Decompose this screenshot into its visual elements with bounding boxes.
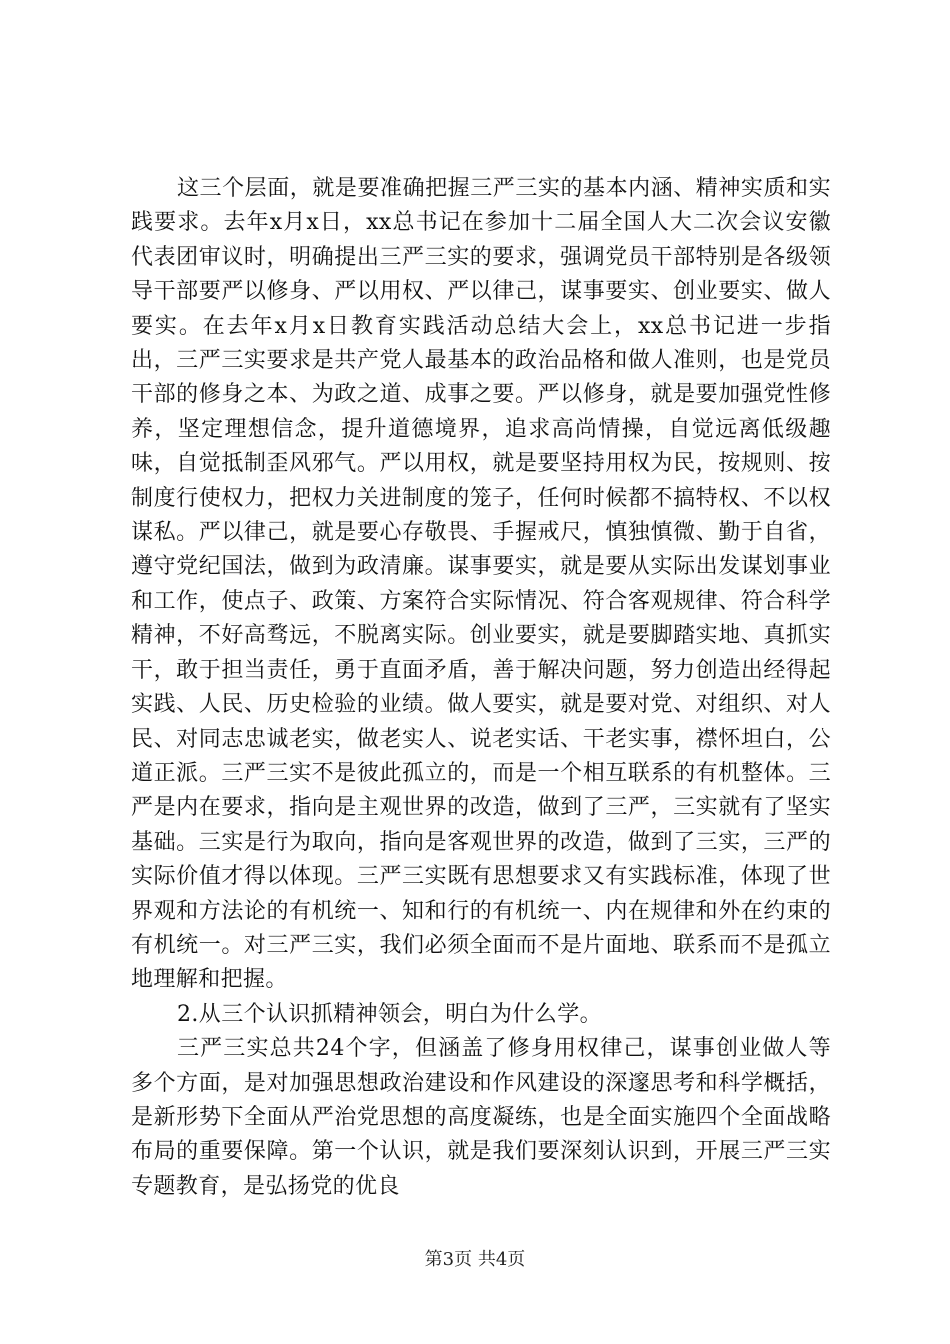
document-body — [131, 172, 831, 1204]
page-footer: 第3页 共4页 — [424, 1249, 526, 1270]
paragraph-three-levels: 这三个层面，就是要准确把握三严三实的基本内涵、精神实质和实践要求。去年x月x日，xx总书记在参加十二届全国人大二次会议安徽代表团审议时，明确提出三严三实的要求，强调党员干部特别是各级领导干部要严以修身、严以用权、严以律己，谋事要实、创业要实、做人要实。在去年x月x日教育实践活动总结大会上，xx总书记进一步指出，三严三实要求是共产党人最基本的政治品格和做人准则，也是党员干部的修身之本、为政之道、成事之要。严以修身，就是要加强党性修养，坚定理想信念，提升道德境界，追求高尚情操，自觉远离低级趣味，自觉抵制歪风邪气。严以用权，就是要坚持用权为民，按规则、按制度行使权力，把权力关进制度的笼子，任何时候都不搞特权、不以权谋私。严以律己，就是要心存敬畏、手握戒尺，慎独慎微、勤于自省，遵守党纪国法，做到为政清廉。谋事要实，就是要从实际出发谋划事业和工作，使点子、政策、方案符合实际情况、符合客观规律、符合科学精神，不好高骛远，不脱离实际。创业要实，就是要脚踏实地、真抓实干，敢于担当责任，勇于直面矛盾，善于解决问题，努力创造出经得起实践、人民、历史检验的业绩。做人要实，就是要对党、对组织、对人民、对同志忠诚老实，做老实人、说老实话、干老实事，襟怀坦白，公道正派。三严三实不是彼此孤立的，而是一个相互联系的有机整体。三严是内在要求，指向是主观世界的改造，做到了三严，三实就有了坚实基础。三实是行为取向，指向是客观世界的改造，做到了三实，三严的实际价值才得以体现。三严三实既有思想要求又有实践标准，体现了世界观和方法论的有机统一、知和行的有机统一、内在规律和外在约束的有机统一。对三严三实，我们必须全面而不是片面地、联系而不是孤立地理解和把握。 — [131, 176, 831, 993]
paragraph-24-characters: 三严三实总共24个字，但涵盖了修身用权律己，谋事创业做人等多个方面，是对加强思想政治建设和作风建设的深邃思考和科学概括，是新形势下全面从严治党思想的高度凝练，也是全面实施四个全面战略布局的重要保障。第一个认识，就是我们要深刻认识到，开展三严三实专题教育，是弘扬党的优良 — [131, 1036, 831, 1199]
section-heading: 2.从三个认识抓精神领会，明白为什么学。 — [177, 1001, 602, 1027]
